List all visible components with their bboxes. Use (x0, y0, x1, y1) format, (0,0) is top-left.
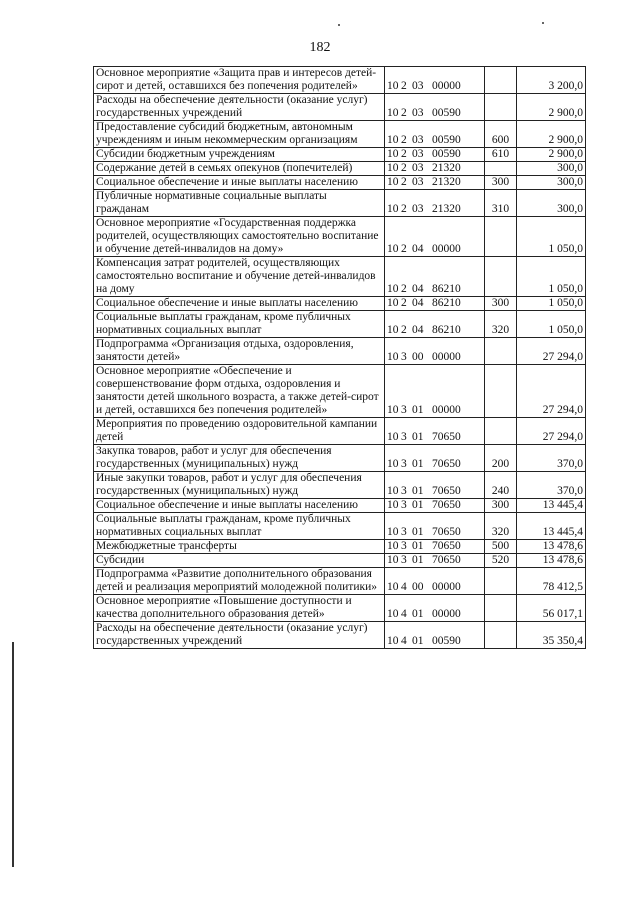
code-part: 10 (387, 485, 399, 497)
row-amount: 2 900,0 (517, 148, 586, 162)
row-code (385, 257, 485, 297)
row-expense-type: 520 (485, 554, 517, 568)
row-expense-type: 320 (485, 311, 517, 338)
code-part: 3 (401, 431, 407, 443)
row-expense-type: 240 (485, 472, 517, 499)
code-part: 04 (412, 283, 424, 295)
code-part: 70650 (432, 458, 461, 470)
code-part: 4 (401, 608, 407, 620)
code-part: 2 (401, 176, 407, 188)
code-part: 86210 (432, 297, 461, 309)
row-amount: 1 050,0 (517, 217, 586, 257)
row-expense-type (485, 365, 517, 418)
code-part: 2 (401, 148, 407, 160)
margin-line (12, 642, 14, 867)
row-code (385, 418, 485, 445)
row-amount: 2 900,0 (517, 121, 586, 148)
code-part: 10 (387, 635, 399, 647)
table-row (94, 568, 586, 595)
row-code (385, 472, 485, 499)
row-amount: 300,0 (517, 176, 586, 190)
row-amount: 3 200,0 (517, 67, 586, 94)
row-name: Социальное обеспечение и иные выплаты населению (94, 499, 385, 513)
row-name: Публичные нормативные социальные выплаты гражданам (94, 190, 385, 217)
code-part: 01 (412, 540, 424, 552)
row-expense-type: 500 (485, 540, 517, 554)
row-name: Расходы на обеспечение деятельности (оказание услуг) государственных учреждений (94, 622, 385, 649)
row-name: Социальные выплаты гражданам, кроме публичных нормативных социальных выплат (94, 311, 385, 338)
row-amount: 27 294,0 (517, 338, 586, 365)
code-part: 10 (387, 540, 399, 552)
code-part: 70650 (432, 499, 461, 511)
code-part: 10 (387, 107, 399, 119)
code-part: 10 (387, 431, 399, 443)
code-part: 10 (387, 458, 399, 470)
code-part: 86210 (432, 324, 461, 336)
code-part: 4 (401, 581, 407, 593)
row-name: Иные закупки товаров, работ и услуг для обеспечения государственных (муниципальных) нужд (94, 472, 385, 499)
code-part: 00590 (432, 635, 461, 647)
code-part: 10 (387, 203, 399, 215)
code-part: 2 (401, 107, 407, 119)
code-part: 00000 (432, 608, 461, 620)
code-part: 01 (412, 431, 424, 443)
code-part: 03 (412, 176, 424, 188)
row-amount: 27 294,0 (517, 418, 586, 445)
row-amount: 1 050,0 (517, 311, 586, 338)
row-code (385, 162, 485, 176)
code-part: 01 (412, 608, 424, 620)
row-name: Подпрограмма «Организация отдыха, оздоровления, занятости детей» (94, 338, 385, 365)
row-name: Основное мероприятие «Государственная поддержка родителей, осуществляющих самостоятельно воспитание и обучение детей-инвалидов на дому» (94, 217, 385, 257)
row-amount: 13 445,4 (517, 499, 586, 513)
code-part: 10 (387, 351, 399, 363)
code-part: 21320 (432, 203, 461, 215)
row-code (385, 121, 485, 148)
row-expense-type (485, 217, 517, 257)
row-name: Подпрограмма «Развитие дополнительного образования детей и реализация мероприятий молодежной политики» (94, 568, 385, 595)
row-amount: 370,0 (517, 445, 586, 472)
row-amount: 2 900,0 (517, 94, 586, 121)
code-part: 04 (412, 243, 424, 255)
table-row (94, 499, 586, 513)
code-part: 2 (401, 203, 407, 215)
row-amount: 13 445,4 (517, 513, 586, 540)
code-part: 00000 (432, 351, 461, 363)
table-row (94, 148, 586, 162)
code-part: 03 (412, 80, 424, 92)
table-row (94, 190, 586, 217)
row-name: Социальные выплаты гражданам, кроме публичных нормативных социальных выплат (94, 513, 385, 540)
row-expense-type: 200 (485, 445, 517, 472)
row-amount: 13 478,6 (517, 540, 586, 554)
row-amount: 300,0 (517, 162, 586, 176)
row-name: Содержание детей в семьях опекунов (попечителей) (94, 162, 385, 176)
budget-table (93, 66, 586, 649)
row-amount: 300,0 (517, 190, 586, 217)
code-part: 03 (412, 107, 424, 119)
row-name: Мероприятия по проведению оздоровительной кампании детей (94, 418, 385, 445)
row-expense-type: 300 (485, 499, 517, 513)
code-part: 2 (401, 324, 407, 336)
row-amount: 56 017,1 (517, 595, 586, 622)
row-expense-type (485, 595, 517, 622)
code-part: 00 (412, 581, 424, 593)
table-row (94, 365, 586, 418)
row-amount: 27 294,0 (517, 365, 586, 418)
row-expense-type: 300 (485, 176, 517, 190)
table-row (94, 445, 586, 472)
table-row (94, 257, 586, 297)
code-part: 10 (387, 404, 399, 416)
code-part: 3 (401, 485, 407, 497)
code-part: 00000 (432, 243, 461, 255)
table-row (94, 311, 586, 338)
row-code (385, 311, 485, 338)
code-part: 01 (412, 635, 424, 647)
code-part: 70650 (432, 540, 461, 552)
row-expense-type: 600 (485, 121, 517, 148)
code-part: 2 (401, 243, 407, 255)
code-part: 03 (412, 148, 424, 160)
code-part: 3 (401, 540, 407, 552)
code-part: 3 (401, 404, 407, 416)
table-row (94, 217, 586, 257)
row-name: Предоставление субсидий бюджетным, автономным учреждениям и иным некоммерческим организациям (94, 121, 385, 148)
row-expense-type (485, 418, 517, 445)
row-code (385, 94, 485, 121)
code-part: 2 (401, 297, 407, 309)
row-name: Социальное обеспечение и иные выплаты населению (94, 297, 385, 311)
code-part: 10 (387, 243, 399, 255)
row-amount: 13 478,6 (517, 554, 586, 568)
code-part: 70650 (432, 526, 461, 538)
code-part: 04 (412, 324, 424, 336)
row-name: Основное мероприятие «Защита прав и интересов детей-сирот и детей, оставшихся без попечения родителей» (94, 67, 385, 94)
code-part: 00000 (432, 404, 461, 416)
code-part: 10 (387, 162, 399, 174)
code-part: 01 (412, 485, 424, 497)
code-part: 10 (387, 526, 399, 538)
code-part: 10 (387, 80, 399, 92)
row-amount: 1 050,0 (517, 297, 586, 311)
code-part: 10 (387, 148, 399, 160)
row-amount: 1 050,0 (517, 257, 586, 297)
code-part: 4 (401, 635, 407, 647)
code-part: 2 (401, 80, 407, 92)
code-part: 01 (412, 526, 424, 538)
row-name: Основное мероприятие «Повышение доступности и качества дополнительного образования детей» (94, 595, 385, 622)
code-part: 00590 (432, 134, 461, 146)
row-amount: 370,0 (517, 472, 586, 499)
table-row (94, 94, 586, 121)
code-part: 10 (387, 283, 399, 295)
row-expense-type: 310 (485, 190, 517, 217)
row-name: Расходы на обеспечение деятельности (оказание услуг) государственных учреждений (94, 94, 385, 121)
row-expense-type (485, 257, 517, 297)
code-part: 70650 (432, 485, 461, 497)
row-code (385, 499, 485, 513)
row-code (385, 554, 485, 568)
code-part: 03 (412, 203, 424, 215)
code-part: 10 (387, 176, 399, 188)
code-part: 10 (387, 581, 399, 593)
row-code (385, 338, 485, 365)
code-part: 21320 (432, 162, 461, 174)
row-expense-type: 320 (485, 513, 517, 540)
row-code (385, 217, 485, 257)
table-row (94, 338, 586, 365)
code-part: 3 (401, 351, 407, 363)
table-row (94, 67, 586, 94)
code-part: 2 (401, 283, 407, 295)
code-part: 3 (401, 554, 407, 566)
row-name: Субсидии (94, 554, 385, 568)
row-expense-type (485, 622, 517, 649)
row-code (385, 622, 485, 649)
row-name: Основное мероприятие «Обеспечение и совершенствование форм отдыха, оздоровления и занятости детей школьного возраста, а также детей-сирот и детей, оставшихся без попечения родителей» (94, 365, 385, 418)
row-name: Компенсация затрат родителей, осуществляющих самостоятельно воспитание и обучение детей-инвалидов на дому (94, 257, 385, 297)
code-part: 01 (412, 554, 424, 566)
row-code (385, 513, 485, 540)
table-row (94, 595, 586, 622)
code-part: 10 (387, 554, 399, 566)
code-part: 10 (387, 324, 399, 336)
row-expense-type: 610 (485, 148, 517, 162)
row-name: Закупка товаров, работ и услуг для обеспечения государственных (муниципальных) нужд (94, 445, 385, 472)
row-code (385, 365, 485, 418)
row-code (385, 297, 485, 311)
code-part: 86210 (432, 283, 461, 295)
table-row (94, 297, 586, 311)
code-part: 04 (412, 297, 424, 309)
row-code (385, 568, 485, 595)
code-part: 10 (387, 608, 399, 620)
row-amount: 35 350,4 (517, 622, 586, 649)
code-part: 10 (387, 297, 399, 309)
row-name: Межбюджетные трансферты (94, 540, 385, 554)
table-row (94, 554, 586, 568)
row-expense-type (485, 67, 517, 94)
table-row (94, 418, 586, 445)
row-expense-type (485, 162, 517, 176)
table-row (94, 540, 586, 554)
row-name: Субсидии бюджетным учреждениям (94, 148, 385, 162)
row-code (385, 445, 485, 472)
code-part: 01 (412, 458, 424, 470)
code-part: 01 (412, 499, 424, 511)
code-part: 70650 (432, 554, 461, 566)
code-part: 10 (387, 134, 399, 146)
code-part: 21320 (432, 176, 461, 188)
code-part: 3 (401, 526, 407, 538)
code-part: 00000 (432, 581, 461, 593)
table-row (94, 162, 586, 176)
row-code (385, 190, 485, 217)
row-amount: 78 412,5 (517, 568, 586, 595)
code-part: 2 (401, 162, 407, 174)
scan-speck (338, 24, 340, 26)
table-row (94, 472, 586, 499)
row-name: Социальное обеспечение и иные выплаты населению (94, 176, 385, 190)
row-code (385, 176, 485, 190)
page-number: 182 (309, 40, 331, 55)
scan-speck (542, 22, 544, 24)
code-part: 3 (401, 499, 407, 511)
table-row (94, 121, 586, 148)
code-part: 00590 (432, 107, 461, 119)
code-part: 00590 (432, 148, 461, 160)
row-expense-type (485, 338, 517, 365)
table-row (94, 622, 586, 649)
code-part: 01 (412, 404, 424, 416)
code-part: 3 (401, 458, 407, 470)
code-part: 03 (412, 162, 424, 174)
code-part: 03 (412, 134, 424, 146)
row-expense-type (485, 568, 517, 595)
row-expense-type: 300 (485, 297, 517, 311)
row-code (385, 67, 485, 94)
code-part: 10 (387, 499, 399, 511)
table-row (94, 176, 586, 190)
row-code (385, 540, 485, 554)
row-expense-type (485, 94, 517, 121)
code-part: 00000 (432, 80, 461, 92)
code-part: 70650 (432, 431, 461, 443)
code-part: 00 (412, 351, 424, 363)
row-code (385, 595, 485, 622)
code-part: 2 (401, 134, 407, 146)
row-code (385, 148, 485, 162)
table-row (94, 513, 586, 540)
